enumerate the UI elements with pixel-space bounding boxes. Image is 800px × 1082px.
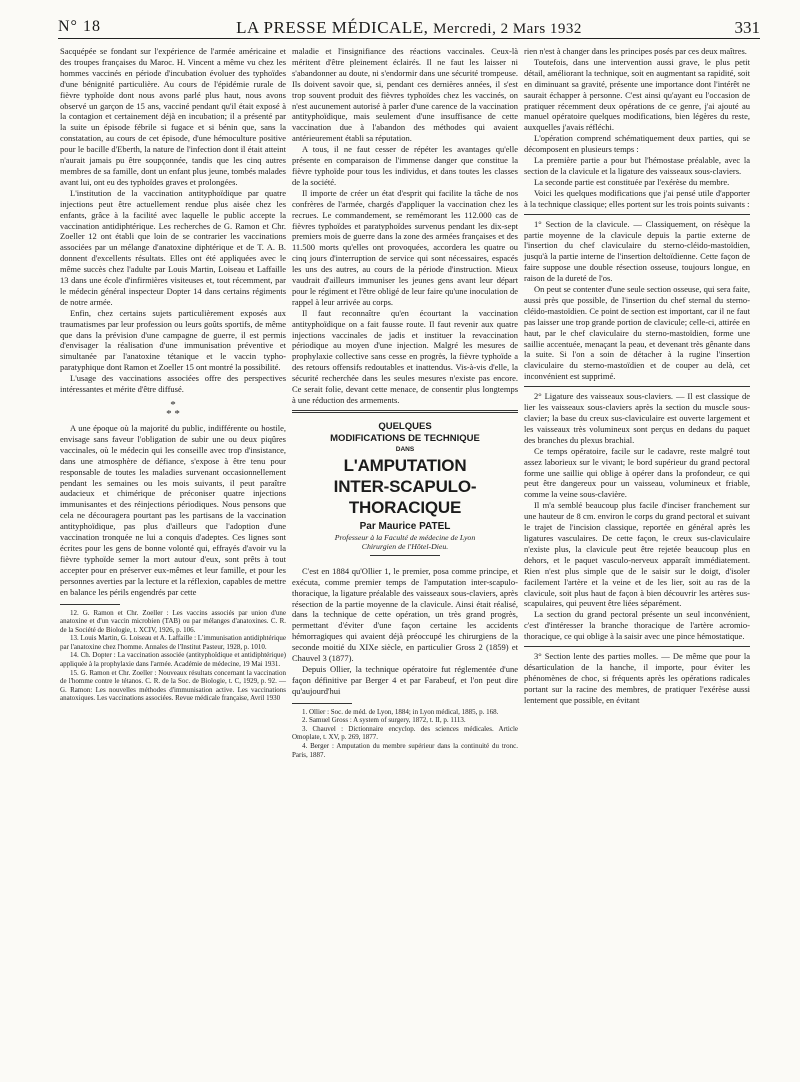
paragraph: Voici les quelques modifications que j'ai pensé utile d'apporter à la technique classique; elles portent sur les trois points suivants : <box>524 187 750 209</box>
paragraph: L'usage des vaccinations associées offre des perspectives intéressantes et mérite d'être diffusé. <box>60 373 286 395</box>
section-separator <box>524 646 750 647</box>
footnote-rule <box>60 604 120 605</box>
paragraph: A tous, il ne faut cesser de répéter les avantages qu'elle présente en comparaison de l'immense danger que constitue la fièvre typhoïde pour tous les individus, et dans toutes les classes de la société. <box>292 144 518 187</box>
paragraph: On peut se contenter d'une seule section osseuse, qui sera faite, aussi près que possible, de l'insertion du chef sternal du sterno-cléido-mastoïdien. Ce point de section est important, car il ne faut pas laisser une trop grande portion de clavicule; celle-ci, attirée en haut, par le chef claviculaire du sterno-mastoïdien, forme une saillie accentuée, menaçant la peau, et devenant très gênante dans la suite. Si l'on a soin de détacher à la rugine l'insertion claviculaire du sterno-mastoïdien et de couper au delà, cet inconvénient est supprimé. <box>524 284 750 382</box>
footnote: 2. Samuel Gross : A system of surgery, 1872, t. II, p. 1113. <box>302 716 466 725</box>
footnote: 1. Ollier : Soc. de méd. de Lyon, 1884; in Lyon médical, 1885, p. 168. <box>302 707 499 716</box>
paragraph: Sacquépée se fondant sur l'expérience de l'armée américaine et des troupes françaises du Maroc. H. Vincent a même vu chez les hommes vaccinés en période d'incubation évoluer des typhoïdes d'une bénignité particulière. Au cours de l'épidémie rurale de fièvre typhoïde dont nous avons parlé plus haut, nous avons observé un garçon de 15 ans, vacciné pendant qu'il était exposé à la contagion et certainement déjà en incubation; il a présenté par la suite un épisode fébrile si fugace et si bénin que, sans la constatation, au cours de cet épisode, d'une hémoculture positive pour le bacille d'Eberth, la nature de l'infection dont il était atteint n'aurait jamais pu être soupçonnée, tandis que les cinq autres membres de sa famille, dont un enfant plus jeune, tombés malades avant lui, ont eu des typhoïdes graves et prolongées. <box>60 46 286 187</box>
journal-title <box>58 18 760 38</box>
paragraph: Il importe de créer un état d'esprit qui facilite la tâche de nos confrères de l'armée, chargés d'appliquer la vaccination chez les recrues. Le commandement, se remémorant les 112.000 cas de fièvres typhoïdes et paratyphoïdes survenus pendant les dix-sept premiers mois de guerre dans la zone des armées françaises et des 11.500 morts qu'elles ont provoquées, accordera les quatre ou cinq jours d'interruption de service qui sont nécessaires, espacés les uns des autres, au cours de la période d'instruction. Mieux vaudrait d'ailleurs immuniser les jeunes gens avant leur départ pour le régiment et l'être obligé de leur faire qu'une inoculation de rappel à leur arrivée au corps. <box>292 187 518 307</box>
footnote-rule <box>292 703 352 704</box>
header-rule <box>58 38 760 39</box>
column-1 <box>60 46 286 703</box>
section-separator <box>524 386 750 387</box>
paragraph: La première partie a pour but l'hémostase préalable, avec la section de la clavicule et la ligature des vaisseaux sous-claviers. <box>524 155 750 176</box>
paragraph: 2° Ligature des vaisseaux sous-claviers. — Il est classique de lier les vaisseaux sous-claviers après la section du muscle sous-clavier; la base du creux sus-claviculaire est ouverte largement et les vaisseaux très volumineux sont perçus en dedans du paquet des branches du plexus brachial. <box>524 391 750 445</box>
footnote: 14. Ch. Dopter : La vaccination associée (antityphoïdique et antidiphtérique) appliquée à la prophylaxie dans l'armée. Académie de médecine, 19 Mai 1931. <box>60 651 286 669</box>
column-3 <box>524 46 750 706</box>
section-separator <box>524 214 750 215</box>
article-supertitle: QUELQUES MODIFICATIONS DE TECHNIQUE <box>330 420 480 444</box>
paragraph: C'est en 1884 qu'Ollier 1, le premier, posa comme principe, et exécuta, comme premier temps de l'amputation inter-scapulo-thoracique, la ligature préalable des vaisseaux sous-claviers, après résection de la partie moyenne de la clavicule. Ainsi était réalisé, dans la technique de cette opération, un très grand progrès, permettant d'éviter d'une façon certaine les accidents hémorragiques qui avaient déjà préoccupé les chirurgiens de la seconde moitié du XIXe siècle, en particulier Gross 2 (1859) et Chauvel 3 (1877). <box>292 565 518 664</box>
issue-date: Mercredi, 2 Mars 1932 <box>433 21 582 37</box>
paragraph: Ce temps opératoire, facile sur le cadavre, reste malgré tout assez laborieux sur le vivant; le bord supérieur du grand pectoral forme une saillie qui oblige à opérer dans la profondeur, ce qui peut être dangereux pour un vaisseau, volumineux et friable, comme la veine sous-clavière. <box>524 445 750 500</box>
paragraph: rien n'est à changer dans les principes posés par ces deux maîtres. <box>524 46 747 56</box>
paragraph: maladie et l'insignifiance des réactions vaccinales. Ceux-là méritent d'être pleinement éclairés. Il ne faut les laisser ni s'abandonner au doute, ni s'endormir dans une sécurité trompeuse. Ils doivent savoir que, si, pendant ces dernières années, il s'est trop souvent produit des fièvres typhoïdes chez les vaccinés, on n'est aucunement autorisé à parler d'une carence de la vaccination antityphoïdique, mais seulement d'une insuffisance de cette vaccination due à l'abandon des méthodes qui avaient antérieurement établi sa réputation. <box>292 46 518 144</box>
issue-number: N° 18 <box>58 18 101 35</box>
footnote: 4. Berger : Amputation du membre supérieur dans la continuité du tronc. Paris, 1887. <box>292 742 518 759</box>
paragraph: L'opération comprend schématiquement deux parties, qui se décomposent en plusieurs temps : <box>524 133 750 155</box>
footnote: 15. G. Ramon et Chr. Zoeller : Nouveaux résultats concernant la vaccination de l'homme contre le tétanos. C. R. de la Soc. de Biologie, t. C, 1929, p. 92. — G. Ramon: Les nouvelles méthodes d'immunisation active. Les vaccinations anatoxiques. Les vaccinations associées. Revue médicale française, Avril 1930 <box>60 668 286 703</box>
article-separator <box>292 410 518 413</box>
paragraph: 3° Section lente des parties molles. — De même que pour la désarticulation de la hanche, il importe, pour éviter les phénomènes de choc, si fréquents après les opérations radicales portant sur la racine des membres, de pratiquer l'exérèse aussi lentement que possible, en évitant <box>524 651 750 705</box>
paragraph: La seconde partie est constituée par l'exérèse du membre. <box>534 176 730 187</box>
journal-name: LA PRESSE MÉDICALE, <box>236 18 429 37</box>
author-affiliation: Professeur à la Faculté de médecine de Lyon Chirurgien de l'Hôtel-Dieu. <box>334 532 476 551</box>
footnote: 12. G. Ramon et Chr. Zoeller : Les vaccins associés par union d'une anatoxine et d'un vaccin microbien (TAB) ou par mélanges d'anatoxines. C. R. de la Société de Biologie, t. XCIV, 1926, p. 106. <box>60 608 286 634</box>
paragraph: Depuis Ollier, la technique opératoire fut réglementée d'une façon définitive par Berger 4 et par Farabeuf, et l'on peut dire qu'aujourd'hui <box>292 663 518 696</box>
article-connector: DANS <box>395 445 415 453</box>
title-divider <box>370 555 440 556</box>
paragraph: Toutefois, dans une intervention aussi grave, le plus petit détail, améliorant la technique, soit en augmentant sa rapidité, soit en diminuant sa gravité, présente une importance dont l'intérêt ne saurait échapper à personne. C'est ainsi qu'ayant eu l'occasion de pratiquer récemment deux opérations de ce genre, j'ai ajouté au manuel opératoire quelques modifications, bien légères du reste, auxquelles j'avais réfléchi. <box>524 56 750 133</box>
paragraph: L'institution de la vaccination antityphoïdique par quatre injections peut être actuellement rendue plus aisée chez les enfants, grâce à la facilité avec laquelle le public accepte la vaccination antidiphtérique. Les recherches de G. Ramon et Chr. Zoeller 12 ont établi que loin de se contrarier les vaccinations associées par un mélange d'anatoxine diphtérique et de T. A. B. donnent d'excellents résultats. Elles ont été appliquées avec le même succès chez l'adulte par Louis Martin, Loiseau et Laffaille 13 dans une école d'infirmières visiteuses et, tout récemment, par le médecin général inspecteur Dopter 14 dans certains régiments de notre armée. <box>60 187 286 307</box>
page-header <box>58 14 760 40</box>
paragraph: La section du grand pectoral présente un seul inconvénient, c'est d'intéresser la branche thoracique de l'artère acromio-thoracique, ce qui oblige à la saisir avec une pince hémostatique. <box>524 609 750 642</box>
paragraph: Il m'a semblé beaucoup plus facile d'inciser franchement sur une hauteur de 8 cm. environ le corps du grand pectoral et suivant le trajet de l'incision classique, reportée en général après les ligatures vasculaires. De cette façon, le creux sus-claviculaire n'existe plus, la clavicule peut être rejetée beaucoup plus en dehors, et le paquet vasculo-nerveux apparaît immédiatement. Rien n'est plus simple que de le saisir sur le doigt, d'isoler facilement l'artère et la veine et de les lier, soit au ras de la clavicule, soit plus haut de façon à bien découvrir les artères sus-scapulaires, qui peuvent être liées séparément. <box>524 500 750 609</box>
paragraph: Il faut reconnaître qu'en écourtant la vaccination antityphoïdique on a fait fausse route. Il faut revenir aux quatre injections vaccinales de jadis et instituer la revaccination périodique au moyen d'une injection. Malgré les mesures de prophylaxie collective sans cesse en progrès, la fièvre typhoïde a des retours offensifs redoutables et inattendus. Vis-à-vis d'elle, la sécurité recherchée dans les seules mesures n'existe pas encore. Ce serait folie, devant cette menace, de consentir plus longtemps à une réduction des armements. <box>292 307 518 405</box>
paragraph: 1° Section de la clavicule. — Classiquement, on résèque la partie moyenne de la clavicule depuis la partie externe de l'insertion du chef claviculaire du sterno-cléido-mastoïdien, jusqu'à la partie interne de l'insertion deltoïdienne. Cette façon de faire suppose une double résection osseuse, toujours longue, en raison de la dureté de l'os. <box>524 218 750 284</box>
footnote: 13. Louis Martin, G. Loiseau et A. Laffaille : L'immunisation antidiphtérique par l'anatoxine chez l'homme. Annales de l'Institut Pasteur, 1928, p. 1010. <box>60 634 286 651</box>
paragraph: Enfin, chez certains sujets particulièrement exposés aux traumatismes par leur profession ou leurs goûts sportifs, de même que dans la prévision d'une campagne de guerre, il est permis d'envisager la réalisation d'une immunisation préventive et simultanée par l'anatoxine tétanique et le vaccin typho-paratyphique dont Ramon et Zoeller 15 ont montré la possibilité. <box>60 307 286 373</box>
paragraph: A une époque où la majorité du public, indifférente ou hostile, envisage sans faveur l'obligation de subir une ou deux piqûres vaccinales, où le médecin qui les conseille avec trop d'insistance, dans une atmosphère de défiance, s'expose à être tenu pour responsable de toutes les maladies survenant occasionnellement pendant les semaines ou les mois suivants, il peut paraître audacieux et chimérique de préconiser quatre injections immunisantes et des réinjections périodiques. Nous pensons que cela ne découragera pourtant pas les partisans de la vaccination antityphoïdique, pas plus d'ailleurs que l'adoption d'une vaccination tronquée ne lui a conquis d'adeptes. Ces lignes sont écrites pour les gens de bonne volonté qui, effrayés d'avoir vu la fièvre typhoïde semer la mort autour d'eux, sont prêts à tout accepter pour en préserver eux-mêmes et leur famille, et pour les personnes averties par la lecture et la réflexion, capables de mettre en balance les périls engendrés par cette <box>60 423 286 597</box>
article-author: Par Maurice PATEL <box>359 520 451 532</box>
section-stars: * * * <box>166 399 180 420</box>
column-2 <box>292 46 518 759</box>
article-title: L'AMPUTATION INTER-SCAPULO-THORACIQUE <box>333 455 477 517</box>
footnote: 3. Chauvel : Dictionnaire encyclop. des sciences médicales. Article Omoplate, t. XV, p. 269, 1877. <box>292 724 518 742</box>
page-number: 331 <box>734 18 760 37</box>
